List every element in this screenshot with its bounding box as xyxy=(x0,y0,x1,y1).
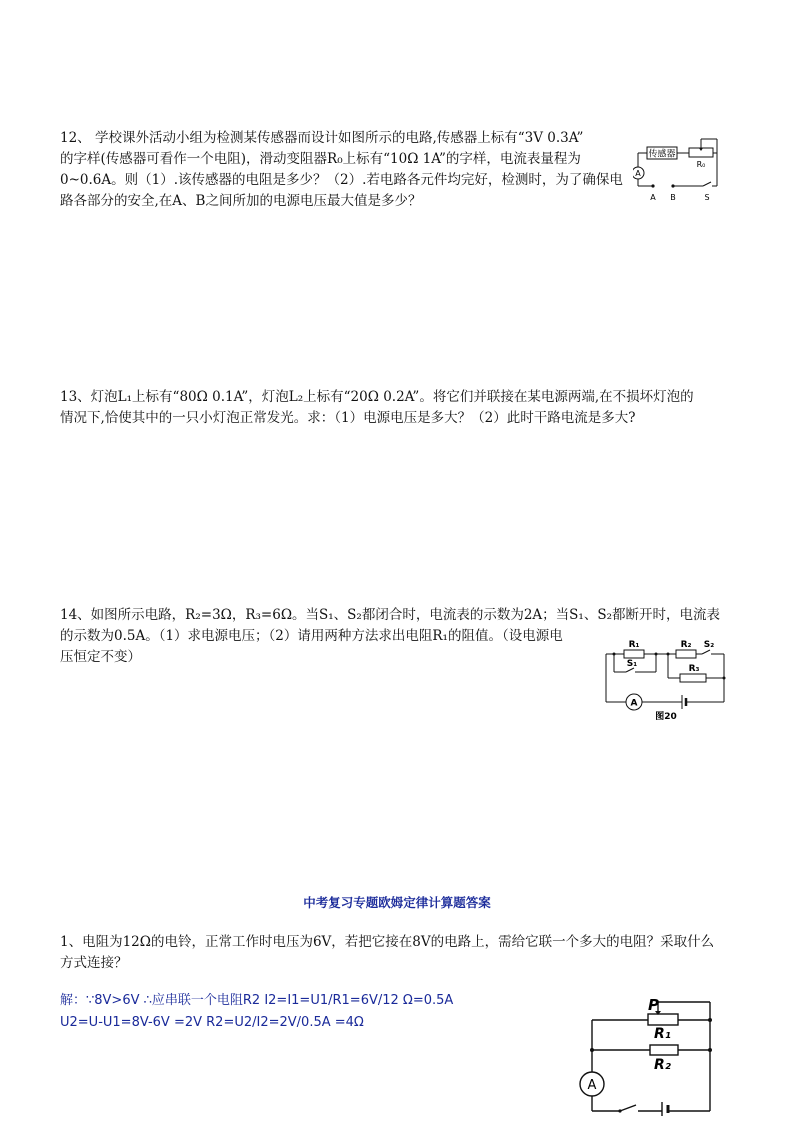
q12-circuit-figure xyxy=(633,136,725,206)
question-13 xyxy=(60,387,694,429)
a1-solution-line-1: 解：∵8V>6V ∴应串联一个电阻R2 I2=I1=U1/R1=6V/12 Ω=0.5A xyxy=(60,993,454,1008)
q14-line-2: 的示数为0.5A。（1）求电源电压；（2）请用两种方法求出电阻R₁的阻值。（设电源电 xyxy=(60,628,563,644)
q12-line-4: 路各部分的安全,在A、B之间所加的电源电压最大值是多少？ xyxy=(60,193,422,209)
a1-r1-box xyxy=(648,1014,678,1025)
a1-question-line-2: 方式连接？ xyxy=(60,955,128,971)
q13-line-2: 情况下,恰使其中的一只小灯泡正常发光。求：（1）电源电压是多大？（2）此时干路电流是多大? xyxy=(60,410,636,426)
q12-label-a: A xyxy=(650,193,656,202)
q12-label-s: S xyxy=(704,193,710,202)
q14-r2-label: R₂ xyxy=(680,640,692,650)
a1-ammeter-label: A xyxy=(587,1078,597,1093)
q12-label-b: B xyxy=(670,193,676,202)
q12-line-3: 0~0.6A。则（1）.该传感器的电阻是多少？（2）.若电路各元件均完好，检测时，为了确保电 xyxy=(60,172,623,188)
q12-line-2: 的字样(传感器可看作一个电阻)，滑动变阻器R₀上标有“10Ω 1A”的字样，电流表量程为 xyxy=(60,151,581,167)
q12-rheostat-label: R₀ xyxy=(696,160,706,169)
q14-circuit-figure xyxy=(600,638,735,722)
answer-1-question xyxy=(60,932,714,974)
a1-solution-line-2: U2=U-U1=8V-6V =2V R2=U2/I2=2V/0.5A =4Ω xyxy=(60,1015,364,1030)
q12-ammeter-label: A xyxy=(635,169,641,178)
a1-label-p: P xyxy=(648,996,659,1014)
q14-r1-label: R₁ xyxy=(628,640,640,650)
q12-terminal-a xyxy=(651,184,654,187)
a1-label-r1: R₁ xyxy=(654,1026,671,1042)
q12-terminal-b xyxy=(671,184,674,187)
a1-circuit-figure xyxy=(570,992,730,1116)
a1-r2-box xyxy=(650,1045,678,1055)
q13-line-1: 13、灯泡L₁上标有“80Ω 0.1A”，灯泡L₂上标有“20Ω 0.2A”。将它们并联接在某电源两端,在不损坏灯泡的 xyxy=(60,389,694,405)
q12-line-1: 12、 学校课外活动小组为检测某传感器而设计如图所示的电路,传感器上标有“3V 0.3A” xyxy=(60,130,584,146)
answer-1-solution xyxy=(60,990,453,1034)
q14-line-3: 压恒定不变） xyxy=(60,649,141,665)
q14-r3-box xyxy=(680,674,706,682)
q14-r2-box xyxy=(676,650,696,658)
q14-figure-caption: 图20 xyxy=(655,712,677,722)
q14-r1-box xyxy=(624,650,644,658)
q14-ammeter-label: A xyxy=(630,698,638,709)
a1-question-line-1: 1、电阻为12Ω的电铃，正常工作时电压为6V，若把它接在8V的电路上，需给它联一个多大的电阻？采取什么 xyxy=(60,934,715,950)
a1-label-r2: R₂ xyxy=(654,1057,671,1073)
q12-sensor-label: 传感器 xyxy=(648,149,676,160)
q14-s2-blade xyxy=(702,650,710,654)
q12-switch-blade xyxy=(703,182,711,186)
a1-switch-blade xyxy=(620,1105,636,1111)
q14-r3-label: R₃ xyxy=(688,664,700,674)
question-12 xyxy=(60,128,623,212)
q14-s1-label: S₁ xyxy=(626,659,638,669)
answers-title: 中考复习专题欧姆定律计算题答案 xyxy=(303,895,491,910)
q14-s2-label: S₂ xyxy=(703,640,715,650)
q14-line-1: 14、如图所示电路，R₂=3Ω，R₃=6Ω。当S₁、S₂都闭合时，电流表的示数为2A；当S₁、S₂都断开时，电流表 xyxy=(60,607,720,623)
